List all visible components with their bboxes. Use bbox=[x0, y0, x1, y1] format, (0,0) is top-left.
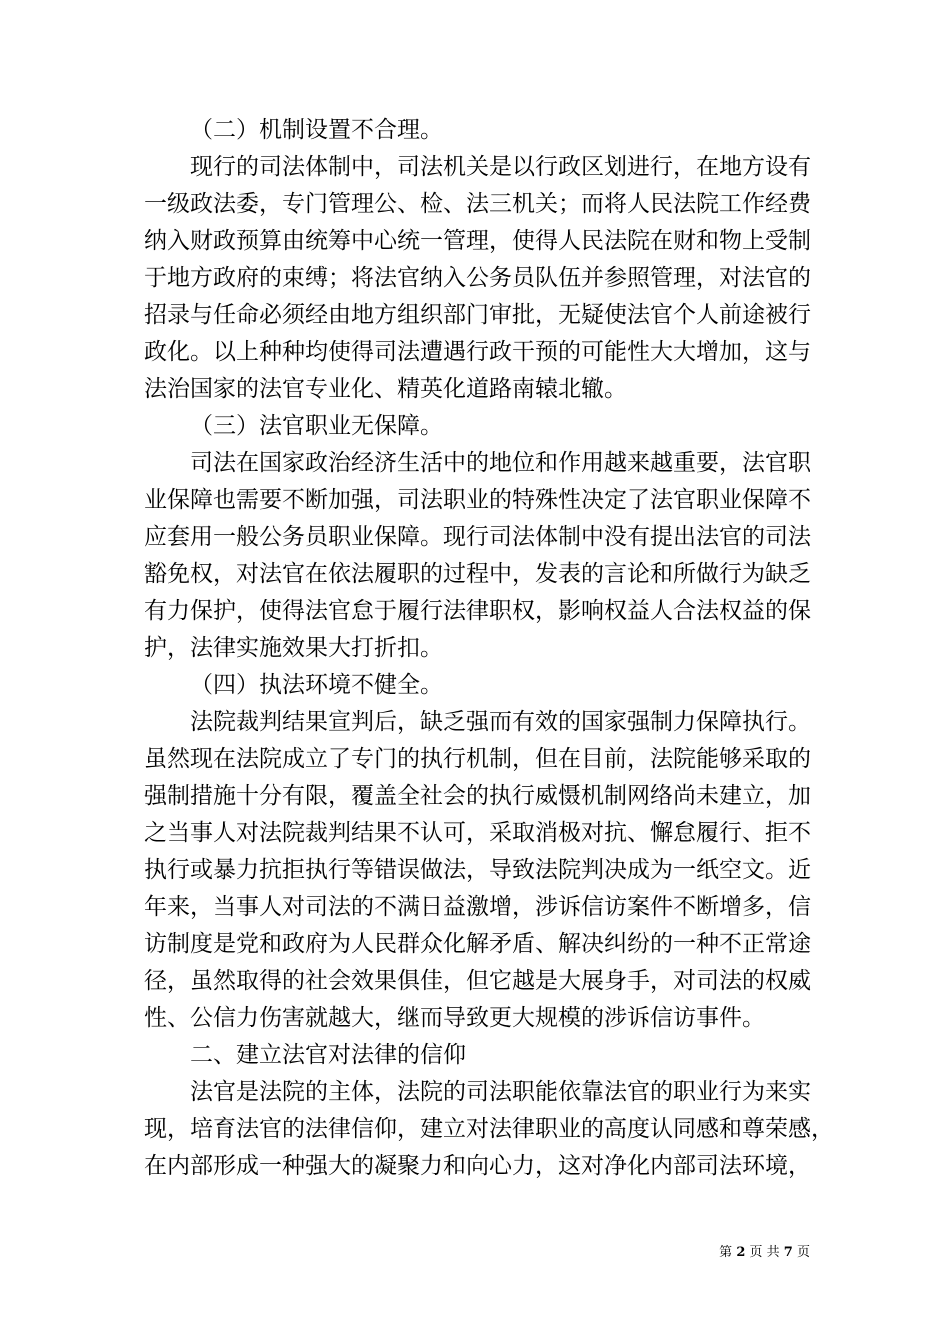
section-heading bbox=[144, 112, 810, 149]
paragraph bbox=[144, 445, 810, 667]
text-line: 性、公信力伤害就越大，继而导致更大规模的涉诉信访事件。 bbox=[144, 1005, 765, 1031]
text-line: 业保障也需要不断加强，司法职业的特殊性决定了法官职业保障不 bbox=[144, 487, 811, 513]
text-line: 虽然现在法院成立了专门的执行机制，但在目前，法院能够采取的 bbox=[144, 746, 811, 772]
text-line: 访制度是党和政府为人民群众化解矛盾、解决纠纷的一种不正常途 bbox=[144, 931, 811, 957]
text-line: 强制措施十分有限，覆盖全社会的执行威慑机制网络尚未建立，加 bbox=[144, 783, 811, 809]
text-line: 现行的司法体制中，司法机关是以行政区划进行，在地方设有 bbox=[190, 154, 811, 180]
text-line: （二）机制设置不合理。 bbox=[190, 117, 443, 143]
text-line: 在内部形成一种强大的凝聚力和向心力，这对净化内部司法环境， bbox=[144, 1153, 811, 1179]
text-line: 司法在国家政治经济生活中的地位和作用越来越重要，法官职 bbox=[190, 450, 811, 476]
text-line: 二、建立法官对法律的信仰 bbox=[190, 1042, 466, 1068]
text-line: 法治国家的法官专业化、精英化道路南辕北辙。 bbox=[144, 376, 627, 402]
section-heading bbox=[144, 1037, 810, 1074]
footer-suffix: 页 bbox=[796, 1245, 810, 1260]
text-line: 应套用一般公务员职业保障。现行司法体制中没有提出法官的司法 bbox=[144, 524, 811, 550]
paragraph bbox=[144, 149, 810, 408]
text-line: 纳入财政预算由统筹中心统一管理，使得人民法院在财和物上受制 bbox=[144, 228, 811, 254]
text-line: 招录与任命必须经由地方组织部门审批，无疑使法官个人前途被行 bbox=[144, 302, 811, 328]
current-page-number: 2 bbox=[736, 1245, 746, 1260]
text-line: 法院裁判结果宣判后，缺乏强而有效的国家强制力保障执行。 bbox=[190, 709, 811, 735]
footer-prefix: 第 bbox=[719, 1245, 733, 1260]
text-line: 现，培育法官的法律信仰，建立对法律职业的高度认同感和尊荣感， bbox=[144, 1116, 834, 1142]
paragraph bbox=[144, 1074, 834, 1185]
total-pages-number: 7 bbox=[783, 1245, 793, 1260]
footer-middle: 页 共 bbox=[749, 1245, 780, 1260]
text-line: 一级政法委，专门管理公、检、法三机关；而将人民法院工作经费 bbox=[144, 191, 811, 217]
text-line: 年来，当事人对司法的不满日益激增，涉诉信访案件不断增多，信 bbox=[144, 894, 811, 920]
text-line: 有力保护，使得法官怠于履行法律职权，影响权益人合法权益的保 bbox=[144, 598, 811, 624]
text-line: 护，法律实施效果大打折扣。 bbox=[144, 635, 443, 661]
section-heading bbox=[144, 408, 810, 445]
document-body bbox=[144, 112, 834, 1185]
text-line: 于地方政府的束缚；将法官纳入公务员队伍并参照管理，对法官的 bbox=[144, 265, 811, 291]
paragraph bbox=[144, 704, 810, 1037]
text-line: 执行或暴力抗拒执行等错误做法，导致法院判决成为一纸空文。近 bbox=[144, 857, 811, 883]
text-line: 豁免权，对法官在依法履职的过程中，发表的言论和所做行为缺乏 bbox=[144, 561, 811, 587]
text-line: 之当事人对法院裁判结果不认可，采取消极对抗、懈怠履行、拒不 bbox=[144, 820, 811, 846]
page-footer bbox=[700, 1241, 810, 1260]
text-line: 政化。以上种种均使得司法遭遇行政干预的可能性大大增加，这与 bbox=[144, 339, 811, 365]
text-line: （三）法官职业无保障。 bbox=[190, 413, 443, 439]
text-line: 径，虽然取得的社会效果俱佳，但它越是大展身手，对司法的权威 bbox=[144, 968, 811, 994]
text-line: 法官是法院的主体，法院的司法职能依靠法官的职业行为来实 bbox=[190, 1079, 811, 1105]
section-heading bbox=[144, 667, 810, 704]
text-line: （四）执法环境不健全。 bbox=[190, 672, 443, 698]
